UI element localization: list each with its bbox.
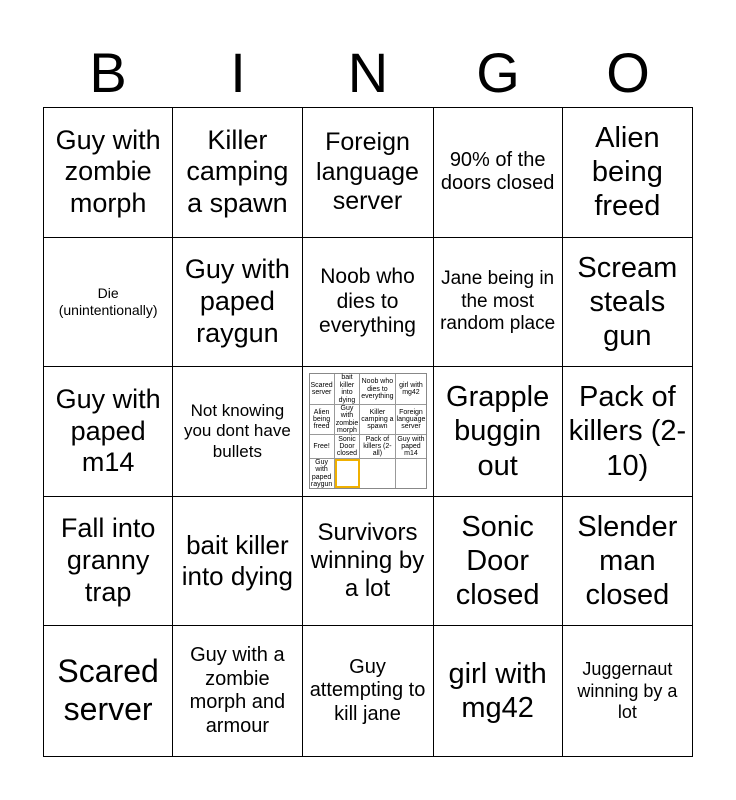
free-space-mini-cell: Scared server [310,374,335,404]
bingo-cell[interactable] [44,367,173,497]
bingo-cell-label: Foreign language server [316,128,419,216]
header-letter-o: O [606,41,650,104]
bingo-cell[interactable] [173,626,302,756]
bingo-cell-label: Guy with zombie morph [55,124,161,219]
bingo-cell[interactable] [303,238,434,368]
bingo-cell[interactable] [303,497,434,627]
bingo-cell[interactable] [563,497,692,627]
bingo-cell[interactable] [44,108,173,238]
bingo-cell-label: Sonic Door closed [455,510,540,612]
bingo-cell-label: Alien being freed [591,121,663,223]
bingo-cell[interactable] [563,367,692,497]
bingo-cell-label: Grapple buggin out [446,381,550,482]
bingo-cell[interactable] [303,626,434,756]
header-letter-n: N [347,41,389,104]
bingo-cell[interactable] [434,367,563,497]
free-space-mini-cell [360,459,395,488]
free-space-mini-cell: Guy with paped raygun [310,459,335,488]
bingo-cell-label: 90% of the doors closed [440,148,555,195]
bingo-grid [43,107,693,757]
free-space-mini-cell: Pack of killers (2-all) [360,435,395,459]
bingo-cell-label: Die (unintentionally) [58,285,158,318]
free-space-mini-cell: Guy with zombie morph [335,404,359,434]
bingo-cell-label: Guy attempting to kill jane [309,655,426,725]
bingo-cell[interactable] [563,238,692,368]
free-space-mini-cell: Foreign language server [396,405,427,435]
bingo-cell-label: Scream steals gun [577,251,678,352]
bingo-cell-label: bait killer into dying [181,530,294,592]
bingo-cell[interactable] [434,497,563,627]
header-letter-b: B [89,41,127,104]
bingo-cell[interactable] [563,108,692,238]
bingo-cell-label: Noob who dies to everything [319,264,416,338]
bingo-cell[interactable] [434,108,563,238]
bingo-cell[interactable] [173,367,302,497]
bingo-cell-label: Not knowing you dont have bullets [183,401,291,461]
bingo-cell-label: Scared server [57,653,159,728]
free-space-mini-cell: Noob who dies to everything [360,374,395,404]
bingo-cell-label: Slender man closed [577,510,678,612]
free-space-mini-cell: Free! [310,435,335,459]
bingo-cell-label: Survivors winning by a lot [310,518,425,603]
bingo-cell[interactable] [434,626,563,756]
header-letter-i: I [230,41,246,104]
bingo-cell[interactable] [173,108,302,238]
bingo-cell-label: Jane being in the most random place [440,268,556,335]
bingo-cell[interactable] [563,626,692,756]
free-space-mini-cell: girl with mg42 [396,374,427,404]
bingo-cell[interactable] [44,497,173,627]
free-space-mini-cell: Sonic Door closed [335,435,361,459]
bingo-header [43,40,693,106]
bingo-cell-free[interactable] [303,367,434,497]
bingo-cell-label: Guy with paped raygun [184,254,290,348]
header-letter-g: G [476,41,520,104]
bingo-cell-label: Juggernaut winning by a lot [577,659,678,722]
free-space-mini-cell [335,459,361,488]
bingo-cell-label: Pack of killers (2-10) [568,381,687,482]
free-space-mini-cell: Alien being freed [310,405,335,435]
bingo-cell-label: Killer camping a spawn [186,124,289,219]
bingo-cell-label: Fall into granny trap [60,513,156,608]
bingo-cell[interactable] [303,108,434,238]
bingo-cell[interactable] [44,626,173,756]
bingo-cell-label: Guy with paped m14 [55,383,161,478]
bingo-cell[interactable] [44,238,173,368]
bingo-cell[interactable] [434,238,563,368]
free-space-mini-cell: bait killer into dying [335,374,361,404]
bingo-cell-label: girl with mg42 [448,657,547,725]
bingo-cell[interactable] [173,497,302,627]
bingo-cell[interactable] [173,238,302,368]
free-space-mini-cell [396,459,427,488]
free-space-mini-cell: Guy with paped m14 [397,435,425,458]
free-space-image [309,373,427,489]
bingo-cell-label: Guy with a zombie morph and armour [189,644,286,737]
free-space-mini-cell: Killer camping a spawn [360,405,395,435]
